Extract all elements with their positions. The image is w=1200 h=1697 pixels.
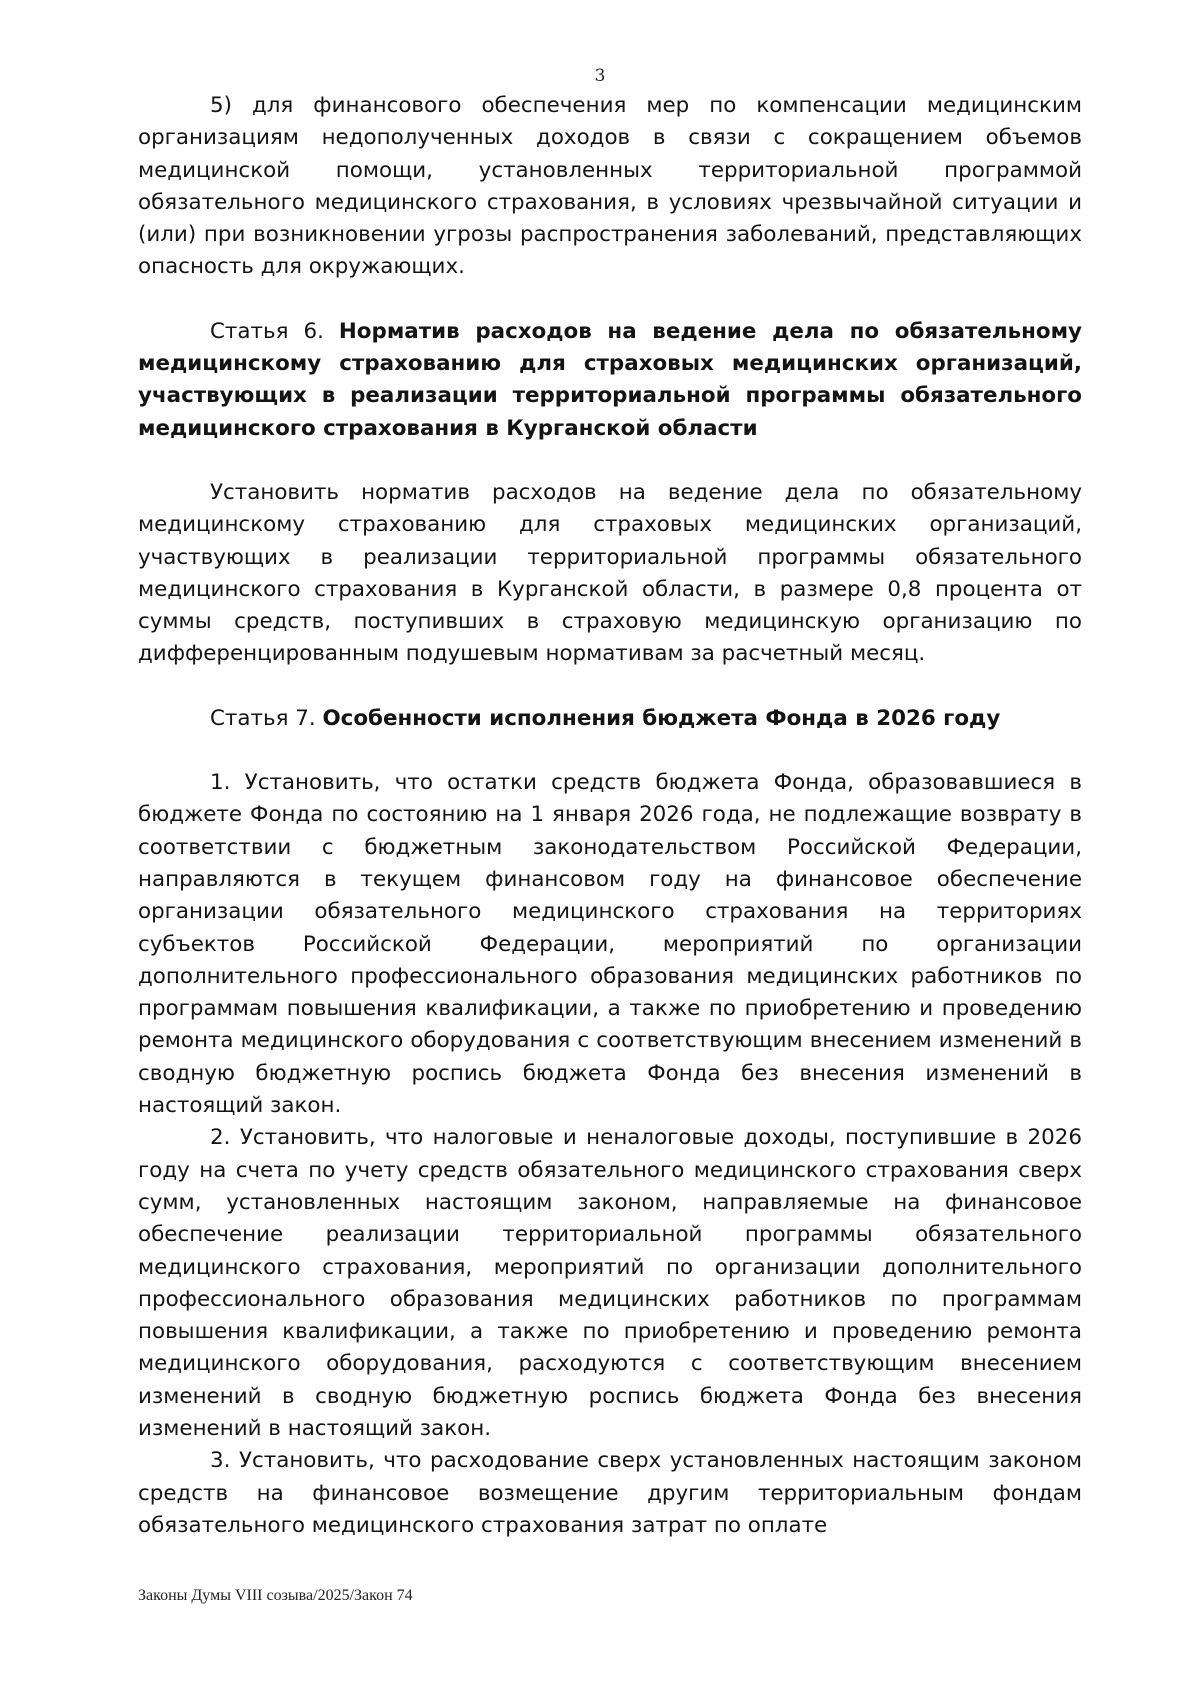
article-6-title: Норматив расходов на ведение дела по обязательному медицинскому страхованию для страховых медицинских организаций, участвующих в реализации территориальной программы обязательного медицинского страхования в Курганской области (138, 318, 1082, 441)
document-footer: Законы Думы VIII созыва/2025/Закон 74 (138, 1587, 413, 1604)
article-7-heading (138, 703, 1082, 735)
article-7-title: Особенности исполнения бюджета Фонда в 2026 году (322, 705, 1001, 731)
article-7-paragraph-2: 2. Установить, что налоговые и неналоговые доходы, поступившие в 2026 году на счета по учету средств обязательного медицинского страхования сверх сумм, установленных настоящим законом, направляемые на финансовое обеспечение реализации территориальной программы обязательного медицинского страхования, мероприятий по организации дополнительного профессионального образования медицинских работников по программам повышения квалификации, а также по приобретению и проведению ремонта медицинского оборудования, расходуются с соответствующим внесением изменений в сводную бюджетную роспись бюджета Фонда без внесения изменений в настоящий закон. (138, 1125, 1082, 1441)
article-6-body: Установить норматив расходов на ведение дела по обязательному медицинскому страхованию для страховых медицинских организаций, участвующих в реализации территориальной программы обязательного медицинского страхования в Курганской области, в размере 0,8 процента от суммы средств, поступивших в страховую медицинскую организацию по дифференцированным подушевым нормативам за расчетный месяц. (138, 479, 1082, 667)
article-6-heading (138, 316, 1082, 445)
paragraph-item-5: 5) для финансового обеспечения мер по компенсации медицинским организациям недополученных доходов в связи с сокращением объемов медицинской помощи, установленных территориальной программой обязательного медицинского страхования, в условиях чрезвычайной ситуации и (или) при возникновении угрозы распространения заболеваний, представляющих опасность для окружающих. (138, 93, 1082, 280)
article-6-number: Статья 6. (210, 318, 324, 344)
article-7-number: Статья 7. (210, 705, 316, 731)
article-7-paragraph-1: 1. Установить, что остатки средств бюджета Фонда, образовавшиеся в бюджете Фонда по состоянию на 1 января 2026 года, не подлежащие возврату в соответствии с бюджетным законодательством Российской Федерации, направляются в текущем финансовом году на финансовое обеспечение организации обязательного медицинского страхования на территориях субъектов Российской Федерации, мероприятий по организации дополнительного профессионального образования медицинских работников по программам повышения квалификации, а также по приобретению и проведению ремонта медицинского оборудования с соответствующим внесением изменений в сводную бюджетную роспись бюджета Фонда без внесения изменений в настоящий закон. (138, 770, 1082, 1119)
page-number: 3 (594, 66, 606, 86)
article-7-paragraph-3: 3. Установить, что расходование сверх установленных настоящим законом средств на финансовое возмещение другим территориальным фондам обязательного медицинского страхования затрат по оплате (138, 1448, 1082, 1538)
document-body (138, 90, 1082, 1542)
